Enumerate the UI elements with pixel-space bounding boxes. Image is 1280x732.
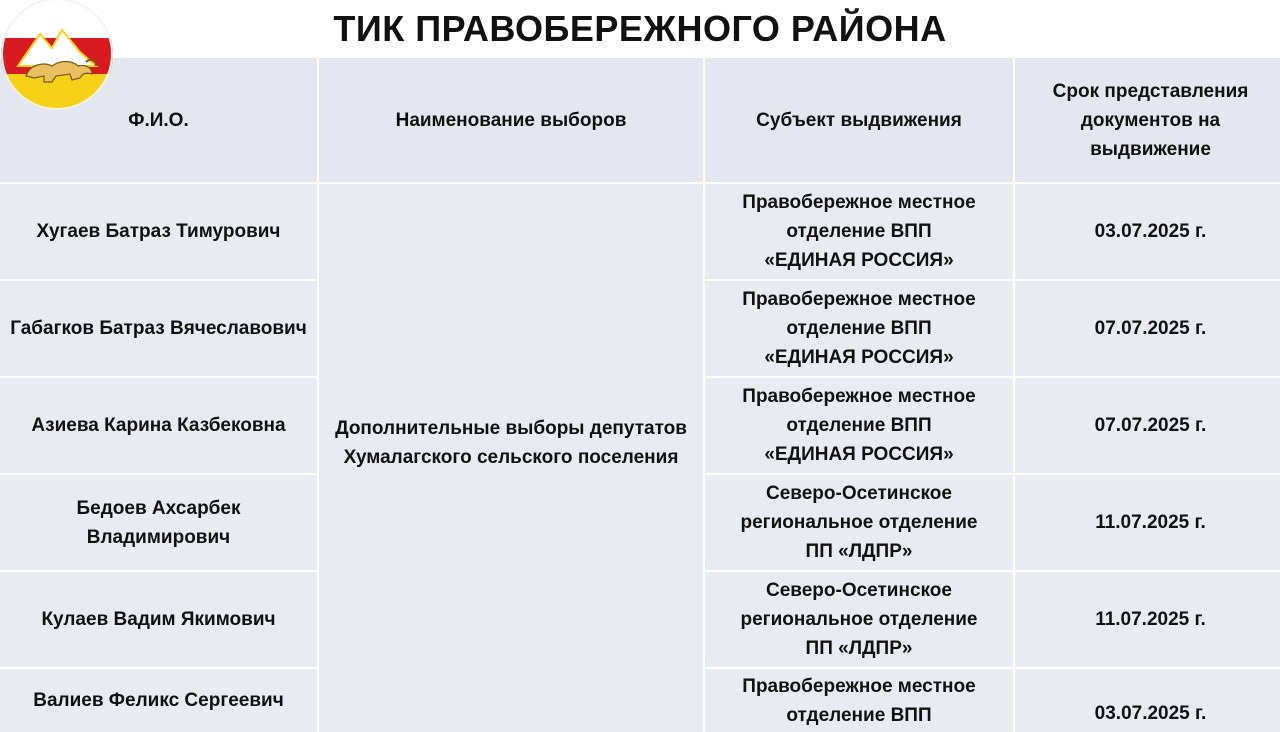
table-row-3-deadline: 07.07.2025 г. (1015, 378, 1280, 473)
candidates-table (0, 58, 1280, 726)
table-row-2-fio: Габагков Батраз Вячеславович (0, 281, 317, 376)
header-election: Наименование выборов (319, 58, 703, 182)
table-row-1-deadline: 03.07.2025 г. (1015, 184, 1280, 279)
election-name-cell (319, 184, 703, 732)
header-fio: Ф.И.О. (0, 58, 317, 182)
table-row-1-fio: Хугаев Батраз Тимурович (0, 184, 317, 279)
table-row-2-subject: Правобережное местное отделение ВПП «ЕДИНАЯ РОССИЯ» (705, 281, 1013, 376)
table-row-4-subject: Северо-Осетинское региональное отделение ПП «ЛДПР» (705, 475, 1013, 570)
table-row-6-deadline: 03.07.2025 г. (1015, 669, 1280, 732)
table-row-4-deadline: 11.07.2025 г. (1015, 475, 1280, 570)
north-ossetia-emblem-icon (0, 0, 116, 112)
table-row-6-fio: Валиев Феликс Сергеевич (0, 669, 317, 732)
election-name: Дополнительные выборы депутатов Хумалагского сельского поселения (335, 418, 687, 468)
table-row-6-subject: Правобережное местное отделение ВПП (705, 669, 1013, 732)
page-title: ТИК ПРАВОБЕРЕЖНОГО РАЙОНА (333, 8, 947, 49)
table-row-2-deadline: 07.07.2025 г. (1015, 281, 1280, 376)
table-row-3-subject: Правобережное местное отделение ВПП «ЕДИНАЯ РОССИЯ» (705, 378, 1013, 473)
table-row-4-fio: Бедоев Ахсарбек Владимирович (0, 475, 317, 570)
table-row-1-subject: Правобережное местное отделение ВПП «ЕДИНАЯ РОССИЯ» (705, 184, 1013, 279)
table-row-3-fio: Азиева Карина Казбековна (0, 378, 317, 473)
table-row-5-subject: Северо-Осетинское региональное отделение ПП «ЛДПР» (705, 572, 1013, 667)
header-subject: Субъект выдвижения (705, 58, 1013, 182)
table-row-5-deadline: 11.07.2025 г. (1015, 572, 1280, 667)
table-row-5-fio: Кулаев Вадим Якимович (0, 572, 317, 667)
header-deadline: Срок представления документов на выдвижение (1015, 58, 1280, 182)
